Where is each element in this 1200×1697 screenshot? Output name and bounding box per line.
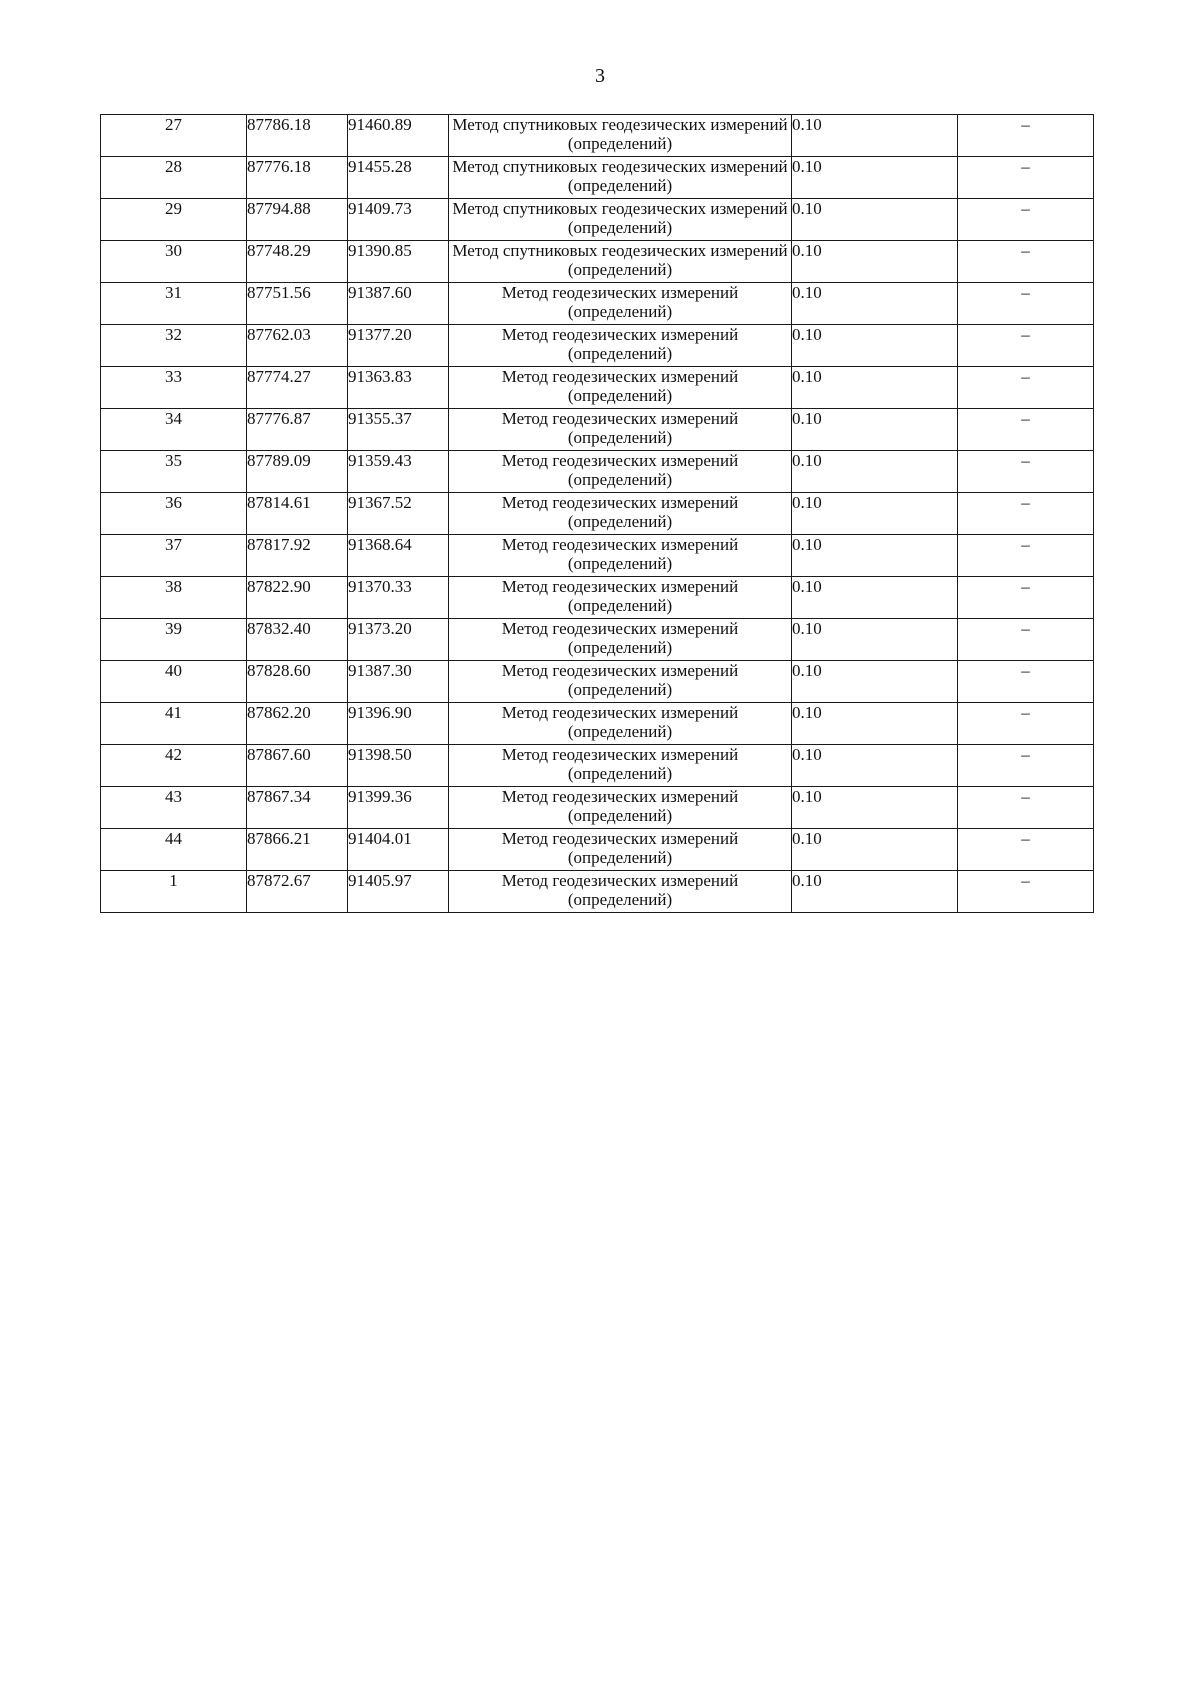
y-coordinate-cell: 91367.52 [348,493,449,535]
accuracy-cell: 0.10 [792,871,958,913]
point-number-cell: 42 [101,745,247,787]
point-number-cell: 44 [101,829,247,871]
point-number-cell: 32 [101,325,247,367]
y-coordinate-cell: 91359.43 [348,451,449,493]
method-cell: Метод геодезических измерений (определений) [449,451,792,493]
x-coordinate-cell: 87822.90 [247,577,348,619]
table-row [101,829,1094,871]
accuracy-cell: 0.10 [792,535,958,577]
note-cell: – [958,829,1094,871]
note-cell: – [958,451,1094,493]
note-cell: – [958,115,1094,157]
method-cell: Метод геодезических измерений (определений) [449,871,792,913]
note-cell: – [958,241,1094,283]
x-coordinate-cell: 87751.56 [247,283,348,325]
x-coordinate-cell: 87774.27 [247,367,348,409]
note-cell: – [958,325,1094,367]
point-number-cell: 38 [101,577,247,619]
table-row [101,745,1094,787]
accuracy-cell: 0.10 [792,493,958,535]
x-coordinate-cell: 87776.87 [247,409,348,451]
method-cell: Метод геодезических измерений (определений) [449,409,792,451]
note-cell: – [958,787,1094,829]
method-cell: Метод геодезических измерений (определений) [449,829,792,871]
y-coordinate-cell: 91390.85 [348,241,449,283]
accuracy-cell: 0.10 [792,619,958,661]
method-cell: Метод геодезических измерений (определений) [449,787,792,829]
y-coordinate-cell: 91405.97 [348,871,449,913]
accuracy-cell: 0.10 [792,325,958,367]
accuracy-cell: 0.10 [792,199,958,241]
table-row [101,157,1094,199]
table-row [101,619,1094,661]
point-number-cell: 30 [101,241,247,283]
accuracy-cell: 0.10 [792,115,958,157]
method-cell: Метод спутниковых геодезических измерений (определений) [449,199,792,241]
y-coordinate-cell: 91373.20 [348,619,449,661]
table-row [101,661,1094,703]
point-number-cell: 29 [101,199,247,241]
x-coordinate-cell: 87867.60 [247,745,348,787]
point-number-cell: 40 [101,661,247,703]
table-row [101,241,1094,283]
note-cell: – [958,535,1094,577]
table-row [101,871,1094,913]
point-number-cell: 28 [101,157,247,199]
accuracy-cell: 0.10 [792,703,958,745]
point-number-cell: 27 [101,115,247,157]
note-cell: – [958,409,1094,451]
x-coordinate-cell: 87872.67 [247,871,348,913]
accuracy-cell: 0.10 [792,577,958,619]
x-coordinate-cell: 87867.34 [247,787,348,829]
y-coordinate-cell: 91370.33 [348,577,449,619]
note-cell: – [958,493,1094,535]
accuracy-cell: 0.10 [792,745,958,787]
method-cell: Метод геодезических измерений (определений) [449,661,792,703]
accuracy-cell: 0.10 [792,367,958,409]
y-coordinate-cell: 91460.89 [348,115,449,157]
point-number-cell: 31 [101,283,247,325]
x-coordinate-cell: 87748.29 [247,241,348,283]
accuracy-cell: 0.10 [792,661,958,703]
point-number-cell: 41 [101,703,247,745]
method-cell: Метод геодезических измерений (определений) [449,325,792,367]
y-coordinate-cell: 91396.90 [348,703,449,745]
table-row [101,451,1094,493]
table-row [101,577,1094,619]
method-cell: Метод спутниковых геодезических измерений (определений) [449,115,792,157]
point-number-cell: 37 [101,535,247,577]
accuracy-cell: 0.10 [792,787,958,829]
table-row [101,493,1094,535]
x-coordinate-cell: 87866.21 [247,829,348,871]
point-number-cell: 39 [101,619,247,661]
point-number-cell: 36 [101,493,247,535]
accuracy-cell: 0.10 [792,451,958,493]
note-cell: – [958,283,1094,325]
y-coordinate-cell: 91409.73 [348,199,449,241]
accuracy-cell: 0.10 [792,829,958,871]
accuracy-cell: 0.10 [792,157,958,199]
point-number-cell: 35 [101,451,247,493]
note-cell: – [958,577,1094,619]
table-row [101,703,1094,745]
x-coordinate-cell: 87794.88 [247,199,348,241]
y-coordinate-cell: 91363.83 [348,367,449,409]
y-coordinate-cell: 91355.37 [348,409,449,451]
table-row [101,283,1094,325]
table-row [101,787,1094,829]
y-coordinate-cell: 91404.01 [348,829,449,871]
point-number-cell: 33 [101,367,247,409]
x-coordinate-cell: 87817.92 [247,535,348,577]
table-row [101,367,1094,409]
y-coordinate-cell: 91368.64 [348,535,449,577]
note-cell: – [958,871,1094,913]
note-cell: – [958,199,1094,241]
method-cell: Метод геодезических измерений (определений) [449,745,792,787]
point-number-cell: 34 [101,409,247,451]
method-cell: Метод геодезических измерений (определений) [449,703,792,745]
x-coordinate-cell: 87789.09 [247,451,348,493]
note-cell: – [958,367,1094,409]
accuracy-cell: 0.10 [792,241,958,283]
table-row [101,115,1094,157]
method-cell: Метод геодезических измерений (определений) [449,619,792,661]
y-coordinate-cell: 91399.36 [348,787,449,829]
table-row [101,409,1094,451]
method-cell: Метод спутниковых геодезических измерений (определений) [449,157,792,199]
note-cell: – [958,703,1094,745]
coordinates-table [100,114,1094,913]
note-cell: – [958,745,1094,787]
accuracy-cell: 0.10 [792,283,958,325]
y-coordinate-cell: 91455.28 [348,157,449,199]
x-coordinate-cell: 87762.03 [247,325,348,367]
accuracy-cell: 0.10 [792,409,958,451]
x-coordinate-cell: 87776.18 [247,157,348,199]
note-cell: – [958,619,1094,661]
method-cell: Метод геодезических измерений (определений) [449,493,792,535]
note-cell: – [958,661,1094,703]
y-coordinate-cell: 91387.60 [348,283,449,325]
method-cell: Метод геодезических измерений (определений) [449,577,792,619]
method-cell: Метод геодезических измерений (определений) [449,535,792,577]
y-coordinate-cell: 91387.30 [348,661,449,703]
page-number: 3 [595,65,605,87]
y-coordinate-cell: 91377.20 [348,325,449,367]
table-row [101,199,1094,241]
table-row [101,325,1094,367]
note-cell: – [958,157,1094,199]
x-coordinate-cell: 87814.61 [247,493,348,535]
x-coordinate-cell: 87786.18 [247,115,348,157]
table-row [101,535,1094,577]
point-number-cell: 43 [101,787,247,829]
x-coordinate-cell: 87832.40 [247,619,348,661]
method-cell: Метод геодезических измерений (определений) [449,283,792,325]
y-coordinate-cell: 91398.50 [348,745,449,787]
method-cell: Метод спутниковых геодезических измерений (определений) [449,241,792,283]
x-coordinate-cell: 87862.20 [247,703,348,745]
point-number-cell: 1 [101,871,247,913]
method-cell: Метод геодезических измерений (определений) [449,367,792,409]
coordinates-table-body [101,115,1094,913]
x-coordinate-cell: 87828.60 [247,661,348,703]
